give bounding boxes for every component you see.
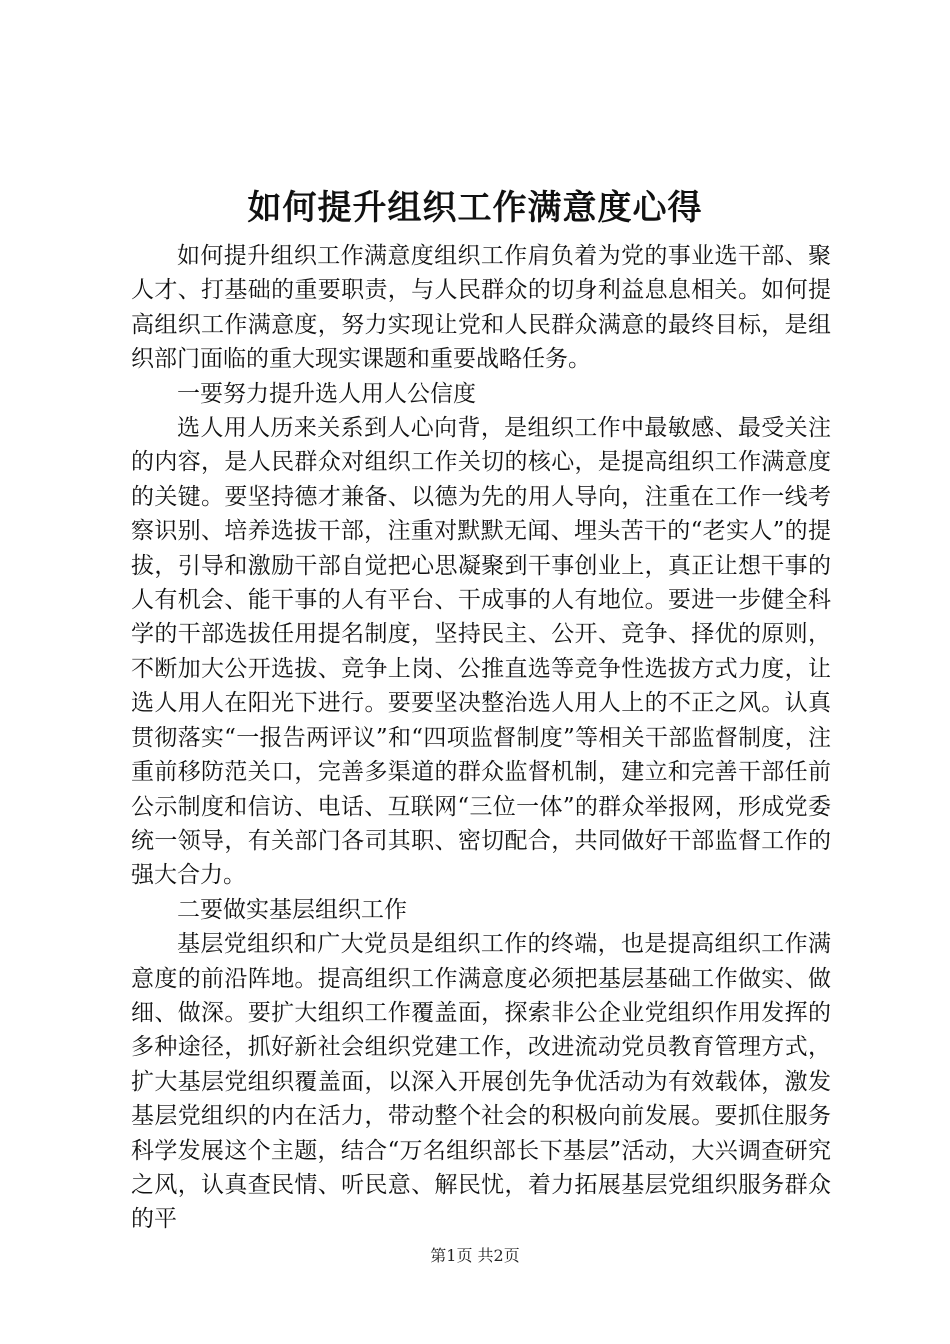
section-heading-2: 二要做实基层组织工作 [177, 896, 407, 923]
section-1-paragraph: 选人用人历来关系到人心向背，是组织工作中最敏感、最受关注的内容，是人民群众对组织工作关切的核心，是提高组织工作满意度的关键。要坚持德才兼备、以德为先的用人导向，注重在工作一线考察识别、培养选拔干部，注重对默默无闻、埋头苦干的“老实人”的提拔，引导和激励干部自觉把心思凝聚到干事创业上，真正让想干事的人有机会、能干事的人有平台、干成事的人有地位。要进一步健全科学的干部选拔任用提名制度，坚持民主、公开、竞争、择优的原则，不断加大公开选拔、竞争上岗、公推直选等竞争性选拔方式力度，让选人用人在阳光下进行。要要坚决整治选人用人上的不正之风。认真贯彻落实“一报告两评议”和“四项监督制度”等相关干部监督制度，注重前移防范关口，完善多渠道的群众监督机制，建立和完善干部任前公示制度和信访、电话、互联网“三位一体”的群众举报网，形成党委统一领导，有关部门各司其职、密切配合，共同做好干部监督工作的强大合力。 [131, 415, 831, 889]
section-2-paragraph: 基层党组织和广大党员是组织工作的终端，也是提高组织工作满意度的前沿阵地。提高组织工作满意度必须把基层基础工作做实、做细、做深。要扩大组织工作覆盖面，探索非公企业党组织作用发挥的多种途径，抓好新社会组织党建工作，改进流动党员教育管理方式，扩大基层党组织覆盖面，以深入开展创先争优活动为有效载体，激发基层党组织的内在活力，带动整个社会的积极向前发展。要抓住服务科学发展这个主题，结合“万名组织部长下基层”活动，大兴调查研究之风，认真查民情、听民意、解民忧，着力拓展基层党组织服务群众的平 [131, 931, 831, 1233]
section-heading-1: 一要努力提升选人用人公信度 [177, 380, 476, 407]
document-body [131, 239, 831, 1237]
page-indicator: 第1页 共2页 [430, 1246, 520, 1265]
document-title: 如何提升组织工作满意度心得 [247, 188, 703, 228]
intro-paragraph: 如何提升组织工作满意度组织工作肩负着为党的事业选干部、聚人才、打基础的重要职责，与人民群众的切身利益息息相关。如何提高组织工作满意度，努力实现让党和人民群众满意的最终目标，是组织部门面临的重大现实课题和重要战略任务。 [131, 243, 831, 373]
